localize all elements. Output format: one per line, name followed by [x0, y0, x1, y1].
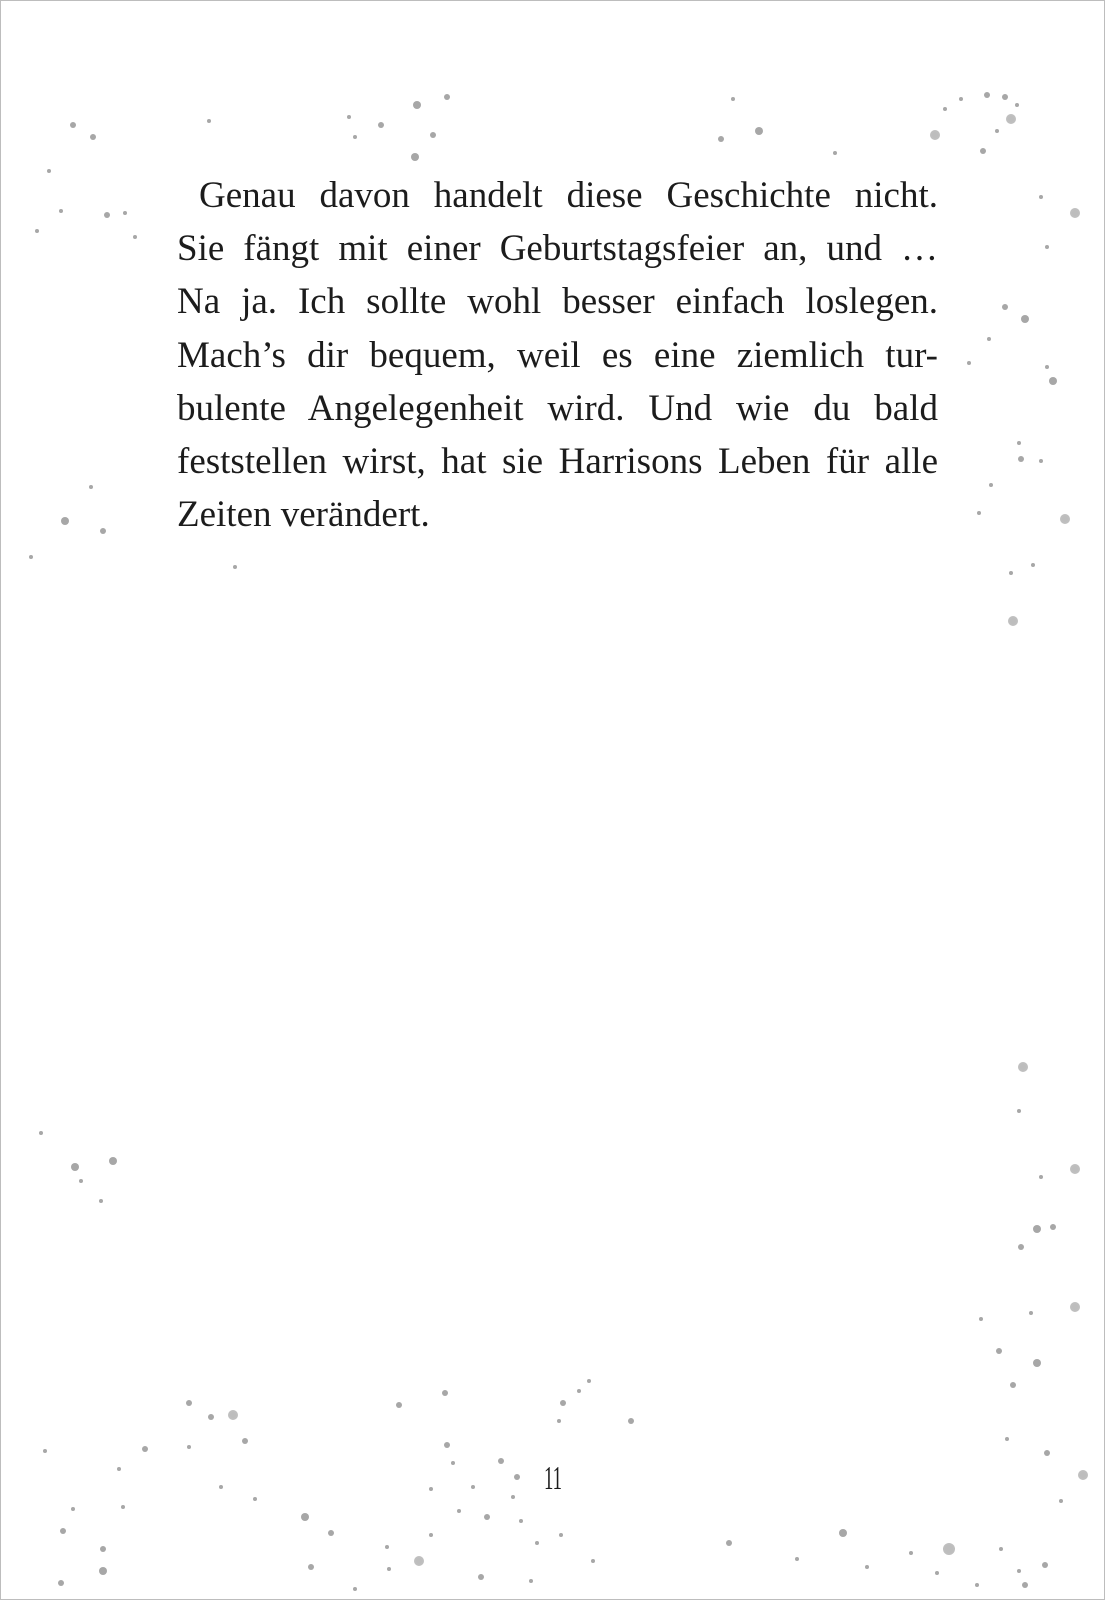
sparkle-dot — [1042, 1562, 1048, 1568]
sparkle-dot — [1002, 94, 1008, 100]
sparkle-dot — [1039, 1175, 1043, 1179]
sparkle-dot — [755, 127, 763, 135]
sparkle-dot — [47, 169, 51, 173]
sparkle-dot — [1017, 1109, 1021, 1113]
sparkle-dot — [43, 1449, 47, 1453]
sparkle-dot — [207, 119, 211, 123]
sparkle-dot — [1039, 459, 1043, 463]
sparkle-dot — [58, 1580, 64, 1586]
sparkle-dot — [29, 555, 33, 559]
sparkle-dot — [987, 337, 991, 341]
sparkle-dot — [378, 122, 384, 128]
sparkle-dot — [242, 1438, 248, 1444]
sparkle-dot — [1044, 1450, 1050, 1456]
sparkle-dot — [1009, 571, 1013, 575]
sparkle-dot — [79, 1179, 83, 1183]
sparkle-dot-core — [1080, 1472, 1086, 1478]
sparkle-dot-core — [932, 132, 938, 138]
sparkle-dot — [995, 129, 999, 133]
sparkle-dot — [519, 1519, 523, 1523]
sparkle-dot — [429, 1487, 433, 1491]
sparkle-dot — [387, 1567, 391, 1571]
sparkle-dot-core — [1020, 1064, 1026, 1070]
sparkle-dot — [39, 1131, 43, 1135]
sparkle-dot — [253, 1497, 257, 1501]
sparkle-dot — [396, 1402, 402, 1408]
sparkle-dot — [123, 211, 127, 215]
sparkle-dot — [967, 361, 971, 365]
sparkle-dot — [1018, 456, 1024, 462]
sparkle-dot — [935, 1571, 939, 1575]
paragraph-line: Mach’s dir bequem, weil es eine ziemlich tur- — [177, 334, 938, 376]
sparkle-dot — [514, 1474, 520, 1480]
sparkle-dot-core — [1062, 516, 1068, 522]
sparkle-dot — [1045, 365, 1049, 369]
sparkle-dot — [1022, 1582, 1028, 1588]
sparkle-dot — [429, 1533, 433, 1537]
sparkle-dot — [451, 1461, 455, 1465]
sparkle-dot — [959, 97, 963, 101]
sparkle-dot — [1033, 1359, 1041, 1367]
sparkle-dot — [529, 1579, 533, 1583]
sparkle-dot — [577, 1389, 581, 1393]
sparkle-dot — [208, 1414, 214, 1420]
sparkle-dot — [839, 1529, 847, 1537]
sparkle-dot-core — [1008, 116, 1014, 122]
sparkle-dot — [977, 511, 981, 515]
sparkle-dot — [442, 1390, 448, 1396]
sparkle-dot — [104, 212, 110, 218]
sparkle-dot — [411, 153, 419, 161]
paragraph-line: Sie fängt mit einer Geburtstagsfeier an, und … — [177, 228, 938, 270]
sparkle-dot — [943, 107, 947, 111]
sparkle-dot — [353, 135, 357, 139]
sparkle-dot — [347, 115, 351, 119]
sparkle-dot — [1018, 1244, 1024, 1250]
sparkle-dot — [133, 235, 137, 239]
sparkle-dot — [71, 1507, 75, 1511]
sparkle-dot — [865, 1565, 869, 1569]
sparkle-dot — [980, 148, 986, 154]
sparkle-dot — [1021, 315, 1029, 323]
sparkle-dot — [142, 1446, 148, 1452]
sparkle-dot — [557, 1419, 561, 1423]
sparkle-dot — [833, 151, 837, 155]
sparkle-dot — [219, 1485, 223, 1489]
sparkle-dot — [535, 1541, 539, 1545]
sparkle-dot — [498, 1458, 504, 1464]
sparkle-dot — [117, 1467, 121, 1471]
sparkle-dot — [795, 1557, 799, 1561]
sparkle-dot — [975, 1583, 979, 1587]
sparkle-dot — [1049, 377, 1057, 385]
sparkle-dot — [109, 1157, 117, 1165]
sparkle-dot — [444, 94, 450, 100]
sparkle-dot — [718, 136, 724, 142]
sparkle-dot — [61, 517, 69, 525]
sparkle-dot — [1010, 1382, 1016, 1388]
sparkle-dot-core — [945, 1545, 953, 1553]
sparkle-dot — [1045, 245, 1049, 249]
sparkle-dot — [560, 1400, 566, 1406]
sparkle-dot — [90, 134, 96, 140]
sparkle-dot — [989, 483, 993, 487]
sparkle-dot — [471, 1485, 475, 1489]
sparkle-dot — [121, 1505, 125, 1509]
sparkle-dot — [1031, 563, 1035, 567]
paragraph-line: Genau davon handelt diese Geschichte nicht. — [199, 175, 938, 216]
sparkle-dot — [100, 1546, 106, 1552]
sparkle-dot — [301, 1513, 309, 1521]
sparkle-dot — [1017, 1569, 1021, 1573]
sparkle-dot — [233, 565, 237, 569]
sparkle-dot — [1002, 304, 1008, 310]
sparkle-dot-core — [416, 1558, 422, 1564]
sparkle-dot — [996, 1348, 1002, 1354]
sparkle-dot — [628, 1418, 634, 1424]
sparkle-dot — [984, 92, 990, 98]
sparkle-dot — [385, 1545, 389, 1549]
sparkle-dot — [444, 1442, 450, 1448]
sparkle-dot — [979, 1317, 983, 1321]
sparkle-dot — [726, 1540, 732, 1546]
sparkle-dot — [60, 1528, 66, 1534]
sparkle-dot — [186, 1400, 192, 1406]
page-number: 11 — [543, 1460, 563, 1497]
sparkle-dot — [457, 1509, 461, 1513]
sparkle-dot — [511, 1495, 515, 1499]
sparkle-dot-core — [1072, 1304, 1078, 1310]
sparkle-dot — [559, 1533, 563, 1537]
sparkle-dot — [71, 1163, 79, 1171]
sparkle-dot — [308, 1564, 314, 1570]
sparkle-dot — [35, 229, 39, 233]
sparkle-dot — [909, 1551, 913, 1555]
sparkle-dot — [591, 1559, 595, 1563]
sparkle-dot — [1015, 103, 1019, 107]
paragraph-line: feststellen wirst, hat sie Harrisons Leben für alle — [177, 441, 938, 483]
paragraph-line: Na ja. Ich sollte wohl besser einfach loslegen. — [177, 281, 938, 323]
sparkle-dot — [1033, 1225, 1041, 1233]
sparkle-dot — [187, 1445, 191, 1449]
sparkle-dot — [59, 209, 63, 213]
paragraph-line: Zeiten verändert. — [177, 494, 430, 536]
sparkle-dot — [353, 1587, 357, 1591]
sparkle-dot-core — [230, 1412, 236, 1418]
sparkle-dot — [484, 1514, 490, 1520]
sparkle-dot — [89, 485, 93, 489]
sparkle-dot — [1005, 1437, 1009, 1441]
sparkle-dot — [99, 1567, 107, 1575]
body-paragraph — [177, 169, 938, 541]
sparkle-dot — [70, 122, 76, 128]
sparkle-dot — [999, 1547, 1003, 1551]
sparkle-dot-core — [1072, 1166, 1078, 1172]
sparkle-dot-core — [1072, 210, 1078, 216]
sparkle-dot — [328, 1530, 334, 1536]
sparkle-dot — [478, 1574, 484, 1580]
sparkle-dot — [1039, 195, 1043, 199]
sparkle-dot — [1050, 1224, 1056, 1230]
sparkle-dot — [1059, 1499, 1063, 1503]
sparkle-dot — [99, 1199, 103, 1203]
sparkle-dot — [413, 101, 421, 109]
sparkle-dot-core — [1010, 618, 1016, 624]
sparkle-dot — [587, 1379, 591, 1383]
sparkle-dot — [1017, 441, 1021, 445]
sparkle-dot — [1029, 1311, 1033, 1315]
sparkle-dot — [731, 97, 735, 101]
sparkle-dot — [100, 528, 106, 534]
paragraph-line: bulente Angelegenheit wird. Und wie du bald — [177, 387, 938, 429]
sparkle-dot — [430, 132, 436, 138]
